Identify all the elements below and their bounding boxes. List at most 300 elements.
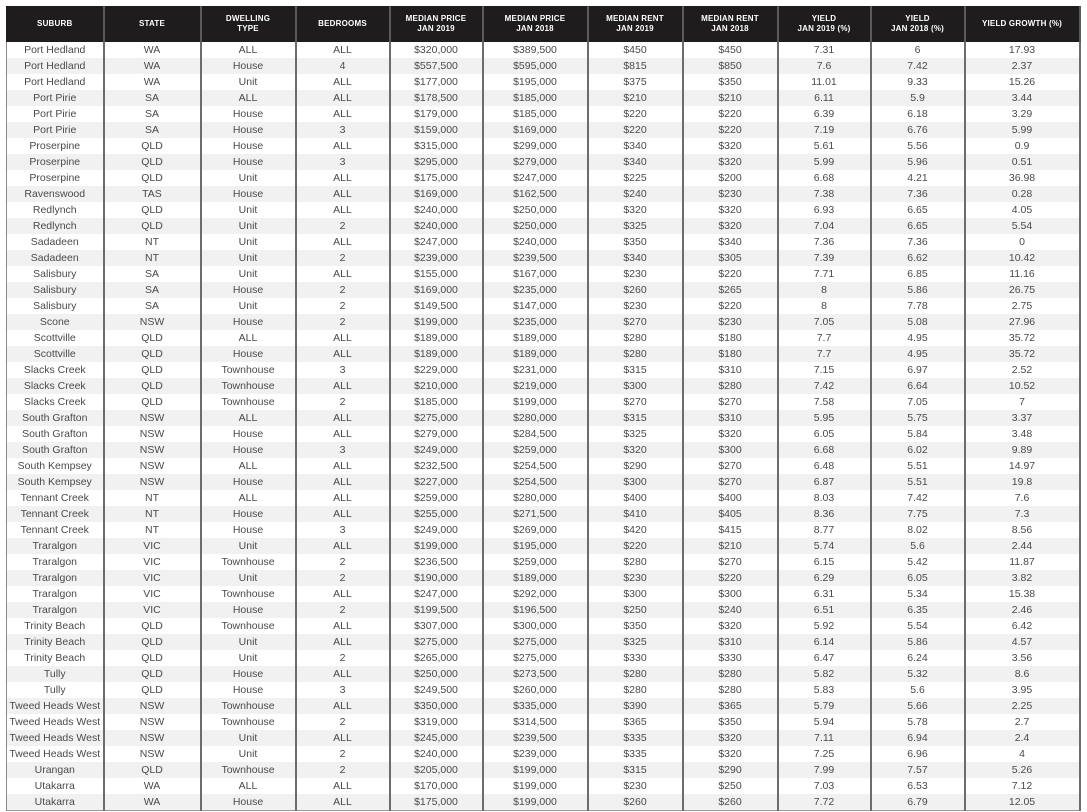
cell-bedrooms: 2 [296, 250, 390, 266]
cell-suburb: Scottville [7, 330, 104, 346]
cell-median-price-jan-2019: $229,000 [390, 362, 483, 378]
column-header-yield-growth [965, 6, 1080, 42]
cell-median-rent-jan-2018: $250 [683, 778, 778, 794]
cell-yield-growth: 2.46 [965, 602, 1080, 618]
cell-yield-jan-2018: 5.96 [871, 154, 965, 170]
cell-yield-jan-2019: 6.39 [778, 106, 871, 122]
cell-yield-jan-2019: 7.7 [778, 330, 871, 346]
cell-bedrooms: 2 [296, 314, 390, 330]
cell-yield-jan-2019: 7.05 [778, 314, 871, 330]
cell-median-price-jan-2019: $155,000 [390, 266, 483, 282]
table-header [7, 6, 1080, 42]
cell-median-rent-jan-2019: $365 [588, 714, 683, 730]
cell-yield-growth: 35.72 [965, 330, 1080, 346]
cell-state: NSW [104, 426, 201, 442]
column-header-text: YIELD [905, 14, 930, 23]
cell-yield-jan-2019: 6.14 [778, 634, 871, 650]
cell-median-price-jan-2018: $259,000 [483, 554, 588, 570]
column-header-text: MEDIAN PRICE [405, 14, 467, 23]
cell-bedrooms: ALL [296, 506, 390, 522]
cell-bedrooms: 2 [296, 554, 390, 570]
cell-yield-jan-2018: 6.35 [871, 602, 965, 618]
cell-yield-growth: 2.25 [965, 698, 1080, 714]
cell-dwelling-type: Unit [201, 570, 296, 586]
table-row [7, 74, 1080, 90]
cell-median-price-jan-2018: $279,000 [483, 154, 588, 170]
table-row [7, 730, 1080, 746]
cell-median-rent-jan-2018: $220 [683, 266, 778, 282]
cell-median-rent-jan-2018: $350 [683, 714, 778, 730]
cell-state: VIC [104, 602, 201, 618]
cell-state: QLD [104, 202, 201, 218]
cell-suburb: Proserpine [7, 138, 104, 154]
cell-bedrooms: ALL [296, 234, 390, 250]
cell-yield-jan-2019: 5.92 [778, 618, 871, 634]
cell-state: QLD [104, 362, 201, 378]
cell-median-price-jan-2018: $280,000 [483, 490, 588, 506]
cell-yield-jan-2018: 6.65 [871, 218, 965, 234]
cell-median-price-jan-2019: $255,000 [390, 506, 483, 522]
cell-bedrooms: ALL [296, 458, 390, 474]
cell-median-rent-jan-2019: $330 [588, 650, 683, 666]
header-row [7, 6, 1080, 42]
cell-median-price-jan-2019: $179,000 [390, 106, 483, 122]
cell-yield-jan-2018: 7.57 [871, 762, 965, 778]
cell-yield-jan-2018: 6.24 [871, 650, 965, 666]
cell-median-price-jan-2019: $169,000 [390, 282, 483, 298]
cell-state: VIC [104, 570, 201, 586]
table-row [7, 138, 1080, 154]
cell-dwelling-type: Unit [201, 250, 296, 266]
cell-bedrooms: 2 [296, 602, 390, 618]
cell-yield-jan-2018: 5.78 [871, 714, 965, 730]
cell-yield-growth: 3.37 [965, 410, 1080, 426]
cell-median-price-jan-2019: $199,000 [390, 314, 483, 330]
cell-yield-jan-2019: 6.93 [778, 202, 871, 218]
cell-state: NSW [104, 746, 201, 762]
cell-state: QLD [104, 682, 201, 698]
cell-dwelling-type: Unit [201, 746, 296, 762]
cell-median-price-jan-2018: $273,500 [483, 666, 588, 682]
cell-yield-jan-2018: 5.32 [871, 666, 965, 682]
cell-median-price-jan-2018: $235,000 [483, 314, 588, 330]
cell-median-rent-jan-2018: $270 [683, 458, 778, 474]
cell-median-price-jan-2019: $239,000 [390, 250, 483, 266]
cell-suburb: Slacks Creek [7, 378, 104, 394]
column-header-yield-jan-2019 [778, 6, 871, 42]
cell-median-rent-jan-2018: $230 [683, 186, 778, 202]
cell-suburb: Traralgon [7, 554, 104, 570]
table-row [7, 794, 1080, 811]
cell-yield-jan-2019: 7.42 [778, 378, 871, 394]
cell-suburb: Port Hedland [7, 42, 104, 58]
cell-state: NT [104, 490, 201, 506]
cell-median-rent-jan-2019: $335 [588, 730, 683, 746]
cell-median-rent-jan-2018: $280 [683, 666, 778, 682]
cell-median-rent-jan-2018: $320 [683, 730, 778, 746]
cell-median-rent-jan-2018: $320 [683, 154, 778, 170]
cell-median-price-jan-2018: $199,000 [483, 762, 588, 778]
cell-median-price-jan-2019: $240,000 [390, 746, 483, 762]
table-row [7, 778, 1080, 794]
column-header-text: JAN 2019 [417, 24, 455, 33]
column-header-yield-jan-2018 [871, 6, 965, 42]
column-header-text: YIELD [811, 14, 837, 23]
table-row [7, 346, 1080, 362]
cell-suburb: Slacks Creek [7, 394, 104, 410]
cell-yield-jan-2018: 5.86 [871, 282, 965, 298]
cell-yield-growth: 3.95 [965, 682, 1080, 698]
cell-median-price-jan-2018: $239,500 [483, 730, 588, 746]
cell-yield-growth: 19.8 [965, 474, 1080, 490]
cell-median-rent-jan-2019: $390 [588, 698, 683, 714]
table-row [7, 586, 1080, 602]
cell-state: NT [104, 250, 201, 266]
cell-median-price-jan-2019: $199,000 [390, 538, 483, 554]
table-row [7, 714, 1080, 730]
cell-yield-jan-2018: 9.33 [871, 74, 965, 90]
column-header-text: MEDIAN PRICE [504, 14, 566, 23]
cell-yield-growth: 2.7 [965, 714, 1080, 730]
cell-bedrooms: ALL [296, 90, 390, 106]
cell-median-rent-jan-2019: $325 [588, 426, 683, 442]
cell-suburb: Proserpine [7, 170, 104, 186]
cell-bedrooms: ALL [296, 426, 390, 442]
cell-dwelling-type: House [201, 794, 296, 811]
cell-yield-growth: 6.42 [965, 618, 1080, 634]
cell-median-rent-jan-2018: $220 [683, 122, 778, 138]
table-row [7, 394, 1080, 410]
cell-bedrooms: 2 [296, 714, 390, 730]
cell-state: QLD [104, 378, 201, 394]
column-header-text: MEDIAN RENT [606, 14, 664, 23]
cell-median-rent-jan-2019: $315 [588, 410, 683, 426]
cell-dwelling-type: Unit [201, 538, 296, 554]
cell-dwelling-type: Unit [201, 634, 296, 650]
table-row [7, 474, 1080, 490]
cell-median-rent-jan-2018: $280 [683, 682, 778, 698]
table-row [7, 442, 1080, 458]
cell-state: NSW [104, 410, 201, 426]
cell-median-price-jan-2018: $389,500 [483, 42, 588, 58]
table-row [7, 698, 1080, 714]
column-header-text: JAN 2018 [516, 24, 554, 33]
cell-yield-jan-2018: 6.18 [871, 106, 965, 122]
cell-yield-jan-2019: 8 [778, 282, 871, 298]
cell-yield-growth: 15.38 [965, 586, 1080, 602]
cell-median-rent-jan-2018: $310 [683, 362, 778, 378]
cell-suburb: Tennant Creek [7, 522, 104, 538]
cell-yield-jan-2019: 5.95 [778, 410, 871, 426]
cell-state: NSW [104, 458, 201, 474]
cell-suburb: Redlynch [7, 202, 104, 218]
cell-yield-jan-2019: 7.11 [778, 730, 871, 746]
cell-median-price-jan-2018: $254,500 [483, 474, 588, 490]
cell-median-price-jan-2018: $595,000 [483, 58, 588, 74]
cell-yield-growth: 10.52 [965, 378, 1080, 394]
column-header-text: BEDROOMS [318, 19, 367, 28]
cell-suburb: Traralgon [7, 602, 104, 618]
cell-dwelling-type: ALL [201, 490, 296, 506]
cell-median-rent-jan-2019: $320 [588, 442, 683, 458]
cell-dwelling-type: House [201, 426, 296, 442]
cell-median-rent-jan-2019: $340 [588, 250, 683, 266]
cell-yield-growth: 14.97 [965, 458, 1080, 474]
cell-median-rent-jan-2018: $210 [683, 538, 778, 554]
cell-median-rent-jan-2019: $325 [588, 634, 683, 650]
cell-median-price-jan-2018: $247,000 [483, 170, 588, 186]
cell-suburb: Port Hedland [7, 74, 104, 90]
cell-median-rent-jan-2018: $330 [683, 650, 778, 666]
cell-suburb: Trinity Beach [7, 618, 104, 634]
cell-yield-growth: 3.29 [965, 106, 1080, 122]
cell-yield-jan-2019: 5.82 [778, 666, 871, 682]
cell-dwelling-type: ALL [201, 458, 296, 474]
rental-yield-table [6, 6, 1081, 811]
cell-yield-jan-2018: 6 [871, 42, 965, 58]
cell-bedrooms: 2 [296, 394, 390, 410]
cell-dwelling-type: Townhouse [201, 762, 296, 778]
cell-median-price-jan-2018: $250,000 [483, 218, 588, 234]
cell-yield-jan-2018: 5.84 [871, 426, 965, 442]
cell-median-price-jan-2019: $240,000 [390, 218, 483, 234]
cell-bedrooms: ALL [296, 794, 390, 811]
cell-suburb: Tweed Heads West [7, 730, 104, 746]
cell-median-price-jan-2018: $167,000 [483, 266, 588, 282]
cell-bedrooms: 3 [296, 154, 390, 170]
cell-yield-growth: 11.87 [965, 554, 1080, 570]
cell-yield-jan-2019: 7.19 [778, 122, 871, 138]
cell-suburb: Salisbury [7, 298, 104, 314]
cell-yield-jan-2018: 7.75 [871, 506, 965, 522]
column-header-text: YIELD GROWTH (%) [981, 19, 1063, 28]
cell-median-rent-jan-2018: $270 [683, 474, 778, 490]
table-row [7, 634, 1080, 650]
cell-median-price-jan-2018: $185,000 [483, 106, 588, 122]
cell-bedrooms: ALL [296, 138, 390, 154]
cell-median-price-jan-2019: $205,000 [390, 762, 483, 778]
cell-state: WA [104, 778, 201, 794]
cell-median-rent-jan-2018: $350 [683, 74, 778, 90]
column-header-text: STATE [138, 19, 166, 28]
cell-suburb: Redlynch [7, 218, 104, 234]
cell-median-rent-jan-2018: $260 [683, 794, 778, 811]
cell-bedrooms: ALL [296, 42, 390, 58]
cell-suburb: Salisbury [7, 282, 104, 298]
cell-suburb: Salisbury [7, 266, 104, 282]
cell-yield-jan-2019: 6.31 [778, 586, 871, 602]
cell-median-rent-jan-2018: $320 [683, 618, 778, 634]
column-header-text: MEDIAN RENT [701, 14, 759, 23]
cell-yield-jan-2019: 7.99 [778, 762, 871, 778]
table-row [7, 90, 1080, 106]
cell-yield-growth: 2.44 [965, 538, 1080, 554]
cell-suburb: Traralgon [7, 570, 104, 586]
cell-dwelling-type: House [201, 666, 296, 682]
column-header-text: JAN 2019 (%) [797, 24, 851, 33]
cell-dwelling-type: Unit [201, 170, 296, 186]
cell-median-price-jan-2019: $250,000 [390, 666, 483, 682]
cell-median-rent-jan-2019: $230 [588, 778, 683, 794]
cell-dwelling-type: Unit [201, 74, 296, 90]
cell-bedrooms: 3 [296, 122, 390, 138]
cell-median-price-jan-2019: $307,000 [390, 618, 483, 634]
cell-suburb: South Kempsey [7, 474, 104, 490]
cell-median-price-jan-2018: $239,500 [483, 250, 588, 266]
cell-median-rent-jan-2019: $325 [588, 218, 683, 234]
cell-yield-jan-2018: 4.95 [871, 346, 965, 362]
cell-yield-jan-2019: 7.31 [778, 42, 871, 58]
cell-yield-jan-2019: 7.58 [778, 394, 871, 410]
cell-yield-jan-2019: 6.05 [778, 426, 871, 442]
table-row [7, 762, 1080, 778]
table-row [7, 426, 1080, 442]
cell-yield-jan-2018: 5.08 [871, 314, 965, 330]
cell-state: QLD [104, 634, 201, 650]
cell-yield-jan-2019: 5.83 [778, 682, 871, 698]
cell-median-price-jan-2019: $175,000 [390, 794, 483, 811]
cell-suburb: Slacks Creek [7, 362, 104, 378]
cell-median-price-jan-2019: $557,500 [390, 58, 483, 74]
cell-median-rent-jan-2018: $280 [683, 378, 778, 394]
cell-median-price-jan-2019: $247,000 [390, 234, 483, 250]
cell-dwelling-type: House [201, 682, 296, 698]
cell-median-rent-jan-2019: $350 [588, 234, 683, 250]
cell-median-price-jan-2019: $240,000 [390, 202, 483, 218]
cell-bedrooms: 2 [296, 298, 390, 314]
cell-dwelling-type: House [201, 186, 296, 202]
cell-yield-jan-2018: 7.42 [871, 490, 965, 506]
cell-yield-growth: 3.44 [965, 90, 1080, 106]
cell-yield-growth: 5.54 [965, 218, 1080, 234]
cell-median-price-jan-2019: $249,500 [390, 682, 483, 698]
cell-median-rent-jan-2019: $410 [588, 506, 683, 522]
cell-median-rent-jan-2018: $300 [683, 586, 778, 602]
cell-median-rent-jan-2019: $815 [588, 58, 683, 74]
table-row [7, 378, 1080, 394]
cell-suburb: South Kempsey [7, 458, 104, 474]
cell-median-rent-jan-2019: $335 [588, 746, 683, 762]
cell-dwelling-type: Townhouse [201, 362, 296, 378]
cell-yield-jan-2018: 7.36 [871, 234, 965, 250]
cell-suburb: Port Pirie [7, 90, 104, 106]
column-header-median-price-jan-2018 [483, 6, 588, 42]
cell-median-price-jan-2019: $189,000 [390, 330, 483, 346]
cell-suburb: South Grafton [7, 442, 104, 458]
cell-median-price-jan-2018: $292,000 [483, 586, 588, 602]
cell-suburb: South Grafton [7, 426, 104, 442]
cell-state: QLD [104, 170, 201, 186]
cell-median-price-jan-2018: $275,000 [483, 650, 588, 666]
cell-median-price-jan-2019: $169,000 [390, 186, 483, 202]
cell-bedrooms: 3 [296, 522, 390, 538]
cell-yield-jan-2019: 6.29 [778, 570, 871, 586]
cell-yield-jan-2018: 7.36 [871, 186, 965, 202]
cell-dwelling-type: Townhouse [201, 378, 296, 394]
cell-median-rent-jan-2019: $280 [588, 346, 683, 362]
cell-dwelling-type: Unit [201, 730, 296, 746]
cell-yield-growth: 27.96 [965, 314, 1080, 330]
cell-median-rent-jan-2019: $280 [588, 666, 683, 682]
cell-yield-growth: 7 [965, 394, 1080, 410]
cell-median-price-jan-2019: $236,500 [390, 554, 483, 570]
cell-state: SA [104, 106, 201, 122]
cell-median-price-jan-2019: $259,000 [390, 490, 483, 506]
cell-bedrooms: 2 [296, 762, 390, 778]
table-row [7, 154, 1080, 170]
cell-median-price-jan-2019: $265,000 [390, 650, 483, 666]
cell-yield-growth: 5.26 [965, 762, 1080, 778]
cell-yield-jan-2018: 5.6 [871, 682, 965, 698]
cell-median-rent-jan-2019: $290 [588, 458, 683, 474]
table-row [7, 58, 1080, 74]
cell-suburb: Trinity Beach [7, 650, 104, 666]
cell-median-price-jan-2018: $271,500 [483, 506, 588, 522]
cell-median-rent-jan-2019: $420 [588, 522, 683, 538]
cell-median-rent-jan-2019: $280 [588, 330, 683, 346]
cell-bedrooms: ALL [296, 74, 390, 90]
column-header-text: JAN 2018 [711, 24, 749, 33]
cell-yield-jan-2019: 6.15 [778, 554, 871, 570]
cell-state: QLD [104, 618, 201, 634]
cell-median-rent-jan-2019: $300 [588, 378, 683, 394]
cell-median-rent-jan-2018: $180 [683, 330, 778, 346]
cell-yield-growth: 36.98 [965, 170, 1080, 186]
cell-yield-jan-2019: 8 [778, 298, 871, 314]
cell-median-price-jan-2019: $190,000 [390, 570, 483, 586]
cell-yield-growth: 4 [965, 746, 1080, 762]
table-row [7, 42, 1080, 58]
cell-dwelling-type: House [201, 602, 296, 618]
cell-yield-growth: 17.93 [965, 42, 1080, 58]
cell-median-price-jan-2018: $189,000 [483, 570, 588, 586]
table-row [7, 522, 1080, 538]
cell-median-rent-jan-2018: $230 [683, 314, 778, 330]
cell-state: SA [104, 298, 201, 314]
cell-yield-growth: 7.3 [965, 506, 1080, 522]
cell-median-rent-jan-2018: $300 [683, 442, 778, 458]
cell-state: QLD [104, 346, 201, 362]
cell-yield-growth: 0 [965, 234, 1080, 250]
cell-median-price-jan-2019: $315,000 [390, 138, 483, 154]
cell-median-rent-jan-2018: $200 [683, 170, 778, 186]
cell-dwelling-type: House [201, 442, 296, 458]
cell-yield-growth: 7.12 [965, 778, 1080, 794]
cell-yield-jan-2019: 7.25 [778, 746, 871, 762]
cell-bedrooms: ALL [296, 330, 390, 346]
cell-median-price-jan-2019: $178,500 [390, 90, 483, 106]
cell-dwelling-type: House [201, 282, 296, 298]
cell-yield-jan-2018: 5.86 [871, 634, 965, 650]
cell-median-rent-jan-2018: $265 [683, 282, 778, 298]
cell-suburb: Ravenswood [7, 186, 104, 202]
cell-median-price-jan-2018: $275,000 [483, 634, 588, 650]
cell-yield-jan-2018: 6.02 [871, 442, 965, 458]
cell-median-price-jan-2018: $231,000 [483, 362, 588, 378]
table-row [7, 682, 1080, 698]
cell-bedrooms: ALL [296, 378, 390, 394]
cell-state: QLD [104, 650, 201, 666]
cell-median-price-jan-2018: $254,500 [483, 458, 588, 474]
cell-median-price-jan-2019: $210,000 [390, 378, 483, 394]
column-header-median-rent-jan-2018 [683, 6, 778, 42]
table-row [7, 170, 1080, 186]
cell-yield-jan-2018: 5.51 [871, 458, 965, 474]
cell-yield-growth: 2.75 [965, 298, 1080, 314]
cell-median-price-jan-2018: $269,000 [483, 522, 588, 538]
cell-state: SA [104, 122, 201, 138]
cell-median-rent-jan-2018: $320 [683, 218, 778, 234]
